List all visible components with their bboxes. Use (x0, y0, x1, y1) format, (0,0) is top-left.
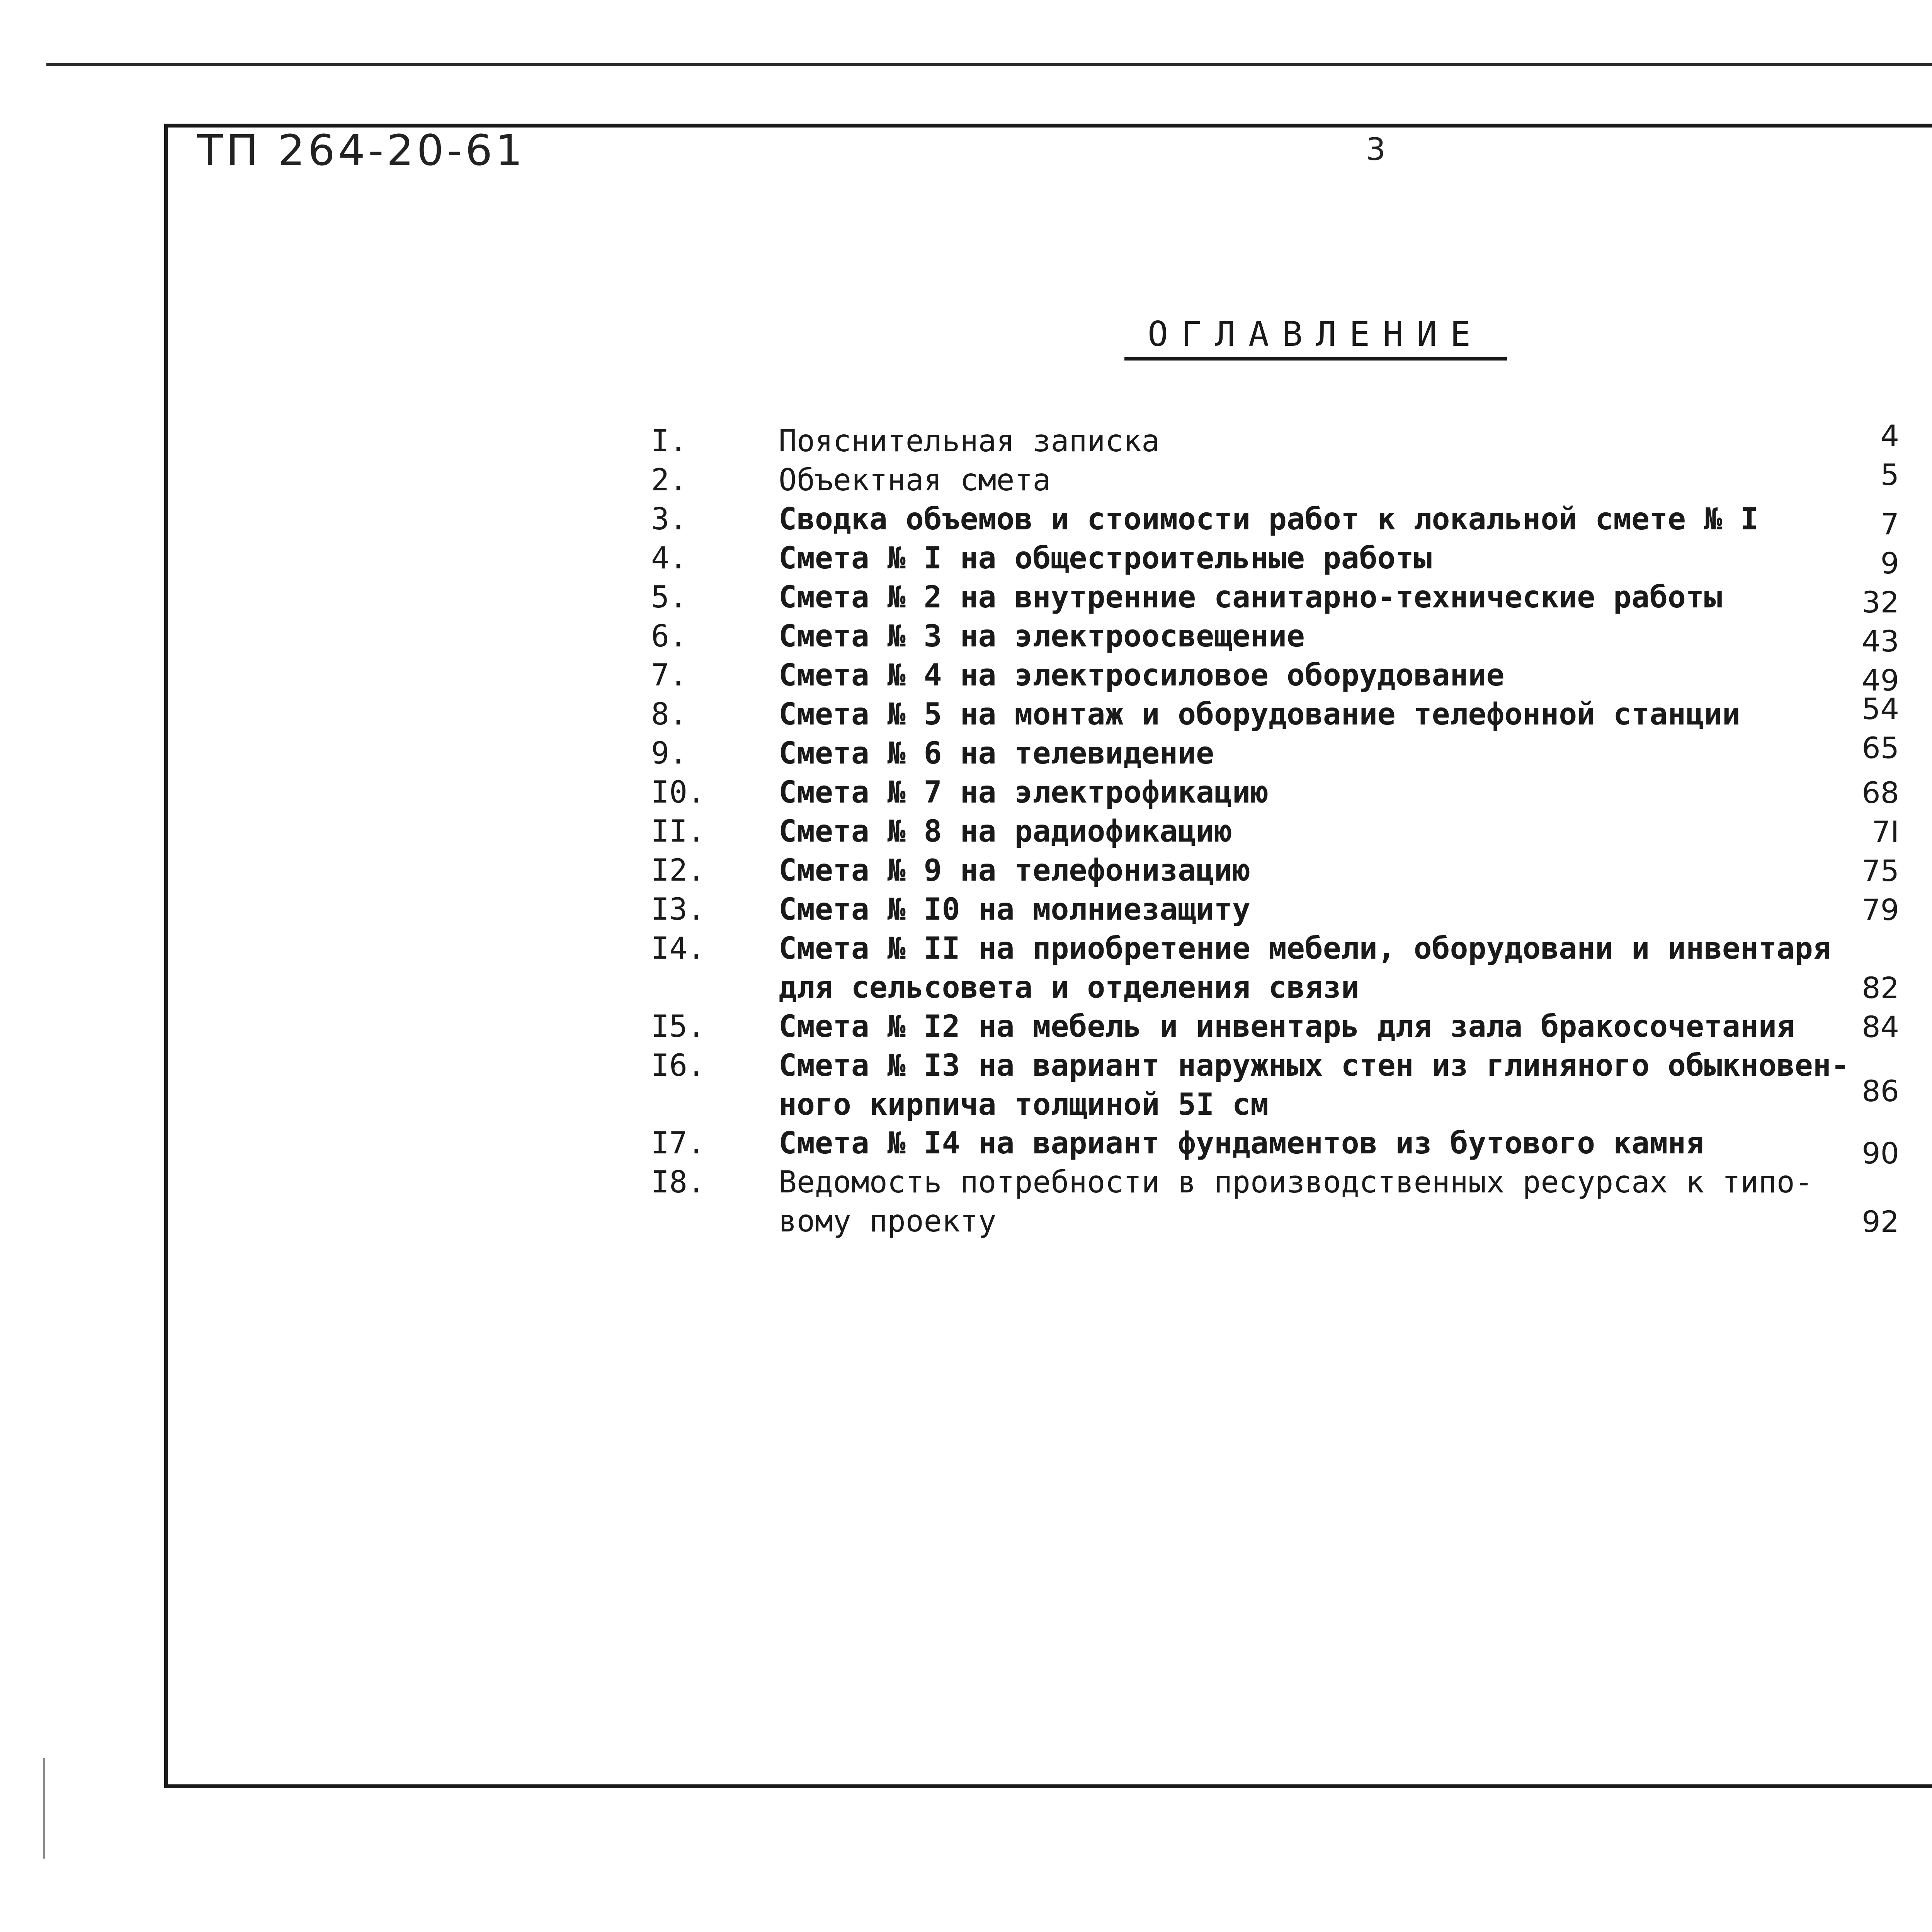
toc-item-line: Ведомость потребности в производственных ресурсах к типо- (779, 1165, 1813, 1200)
toc-item-number: I6. (651, 1048, 706, 1083)
toc-item-line: для сельсовета и отделения связи (779, 970, 1359, 1005)
toc-item-title (779, 890, 1250, 929)
toc-item-title (779, 1046, 1849, 1124)
toc-row (0, 656, 1932, 695)
toc-item-number: I8. (651, 1165, 706, 1200)
toc-row (0, 773, 1932, 812)
toc-item-line: Сводка объемов и стоимости работ к локальной смете № I (779, 502, 1759, 537)
toc-item-page: 4 (1880, 418, 1899, 453)
toc-row (0, 1046, 1932, 1124)
toc-item-title (779, 1163, 1813, 1241)
document-code: ТП 264-20-61 (197, 126, 526, 175)
toc-item-page: 5 (1880, 457, 1899, 492)
toc-item-page: 43 (1862, 624, 1899, 658)
toc-item-page: 54 (1862, 692, 1899, 726)
toc-item-title (779, 734, 1214, 773)
toc-row (0, 731, 1932, 773)
toc-row (0, 929, 1932, 1007)
toc-item-line: Объектная смета (779, 463, 1051, 498)
toc-item-page: 49 (1862, 663, 1899, 697)
toc-row (0, 457, 1932, 500)
toc-item-number: I7. (651, 1126, 706, 1161)
toc-item-title (779, 500, 1759, 539)
toc-item-line: Смета № 8 на радиофикацию (779, 814, 1232, 849)
toc-item-title (779, 461, 1051, 500)
toc-item-title (779, 773, 1269, 812)
toc-item-number: I. (651, 424, 687, 459)
toc-item-number: 4. (651, 541, 687, 576)
toc-item-line: Смета № I4 на вариант фундаментов из бутового камня (779, 1126, 1704, 1161)
toc-item-number: 8. (651, 697, 687, 732)
toc-item-page: 9 (1880, 546, 1899, 580)
toc-row (0, 1163, 1932, 1241)
toc-item-line: Смета № I3 на вариант наружных стен из глиняного обыкновен- (779, 1048, 1849, 1083)
page-number: 3 (1366, 131, 1386, 167)
toc-item-line: Смета № 2 на внутренние санитарно-технические работы (779, 580, 1722, 615)
toc-item-page: 7I (1872, 815, 1899, 849)
toc-item-number: 3. (651, 502, 687, 537)
toc-item-number: 6. (651, 619, 687, 654)
toc-item-number: I5. (651, 1009, 706, 1044)
toc-item-page: 7 (1880, 507, 1899, 541)
toc-item-page: 65 (1862, 731, 1899, 765)
toc-item-title (779, 851, 1250, 890)
toc-item-page: 92 (1862, 1204, 1899, 1239)
toc-row (0, 812, 1932, 851)
scan-border-top (46, 63, 1932, 66)
toc-row (0, 418, 1932, 461)
toc-item-title (779, 1007, 1795, 1046)
toc-row (0, 617, 1932, 656)
toc-row (0, 578, 1932, 617)
toc-item-page: 82 (1862, 971, 1899, 1005)
toc-item-number: I0. (651, 775, 706, 810)
toc-item-page: 32 (1862, 585, 1899, 619)
toc-row (0, 1007, 1932, 1046)
toc-item-number: I2. (651, 853, 706, 888)
toc-item-page: 86 (1862, 1074, 1899, 1108)
toc-item-line: Смета № 6 на телевидение (779, 736, 1214, 771)
toc-item-page: 84 (1862, 1010, 1899, 1044)
toc-item-line: вому проекту (779, 1204, 997, 1239)
toc-item-title (779, 656, 1504, 695)
toc-item-line: ного кирпича толщиной 5I см (779, 1087, 1269, 1122)
toc-item-line: Смета № 5 на монтаж и оборудование телефонной станции (779, 697, 1740, 732)
toc-item-line: Смета № 9 на телефонизацию (779, 853, 1250, 888)
toc-item-title (779, 1124, 1704, 1163)
toc-item-title (779, 539, 1432, 578)
toc-item-number: II. (651, 814, 706, 849)
toc-item-line: Смета № II на приобретение мебели, оборудовани и инвентаря (779, 931, 1831, 966)
toc-item-line: Смета № 3 на электроосвещение (779, 619, 1305, 654)
toc-row (0, 890, 1932, 929)
toc-item-title (779, 617, 1305, 656)
toc-item-number: I4. (651, 931, 706, 966)
toc-row (0, 500, 1932, 539)
toc-item-number: 9. (651, 736, 687, 771)
toc-item-line: Пояснительная записка (779, 424, 1160, 459)
toc-item-title (779, 422, 1160, 461)
toc-item-line: Смета № 4 на электросиловое оборудование (779, 658, 1505, 693)
toc-item-page: 75 (1862, 854, 1899, 888)
toc-item-title (779, 578, 1722, 617)
scan-mark-left (43, 1758, 45, 1859)
toc-item-title (779, 812, 1232, 851)
toc-item-line: Смета № 7 на электрофикацию (779, 775, 1269, 810)
toc-row (0, 539, 1932, 578)
toc-item-page: 90 (1862, 1136, 1899, 1170)
toc-item-number: I3. (651, 892, 706, 927)
toc-item-title (779, 929, 1831, 1007)
toc-item-page: 79 (1862, 893, 1899, 927)
toc-item-line: Смета № I2 на мебель и инвентарь для зала бракосочетания (779, 1009, 1795, 1044)
toc-row (0, 851, 1932, 890)
toc-title: ОГЛАВЛЕНИЕ (1124, 313, 1507, 361)
toc-item-line: Смета № I на общестроительные работы (779, 541, 1432, 576)
toc-row (0, 1124, 1932, 1170)
toc-item-page: 68 (1862, 776, 1899, 810)
toc-item-number: 2. (651, 463, 687, 498)
toc-item-number: 7. (651, 658, 687, 693)
toc-item-line: Смета № I0 на молниезащиту (779, 892, 1250, 927)
toc-item-title (779, 695, 1740, 734)
toc-row (0, 692, 1932, 734)
toc-item-number: 5. (651, 580, 687, 615)
